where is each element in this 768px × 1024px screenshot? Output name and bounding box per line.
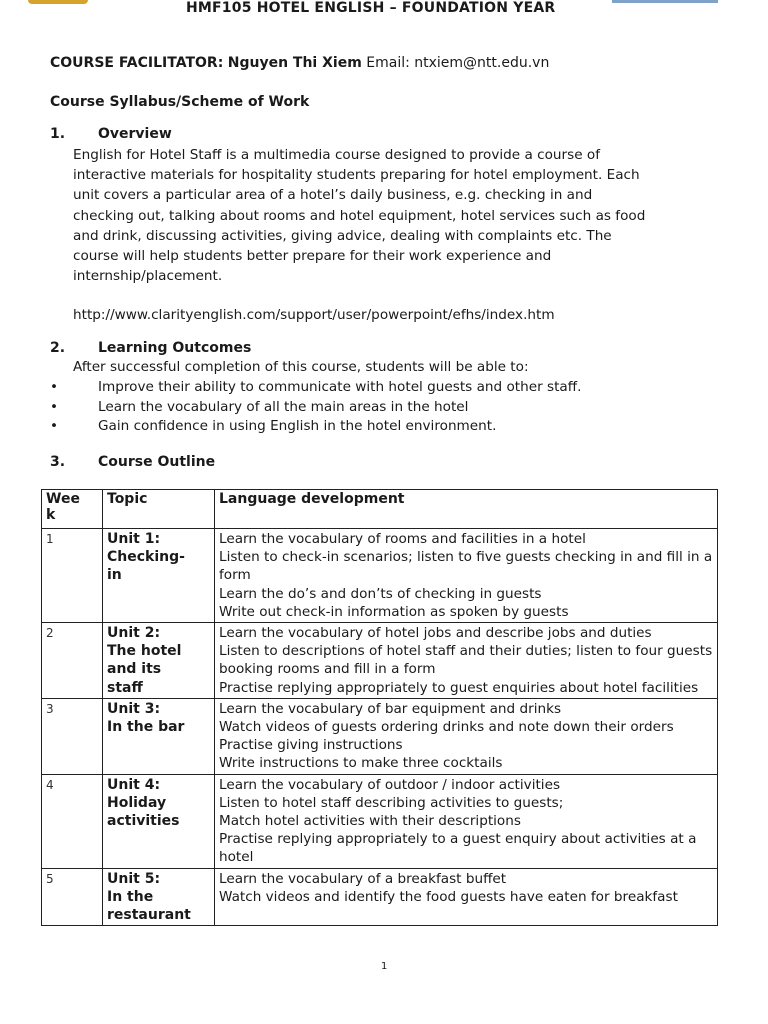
language-cell [215, 868, 718, 926]
outcome-text: Gain confidence in using English in the hotel environment. [98, 418, 497, 434]
overview-line: course will help students better prepare for their work experience and [73, 248, 552, 265]
language-item: Practise giving instructions [219, 737, 403, 754]
overview-line: and drink, discussing activities, giving advice, dealing with complaints etc. The [73, 227, 612, 244]
language-item: Learn the vocabulary of bar equipment and drinks [219, 700, 562, 717]
table-row [42, 529, 718, 623]
language-item: Learn the vocabulary of hotel jobs and describe jobs and duties [219, 625, 652, 642]
table-row [42, 868, 718, 926]
outcomes-intro: After successful completion of this course, students will be able to: [73, 359, 529, 375]
bullet-icon: • [50, 418, 59, 434]
bullet-icon: • [50, 379, 59, 395]
language-item: Practise replying appropriately to a guest enquiry about activities at a hotel [219, 831, 697, 866]
language-item: Write out check-in information as spoken by guests [219, 603, 569, 620]
list-item [50, 398, 581, 418]
institution-logo-left [28, 0, 88, 4]
language-item: Match hotel activities with their descriptions [219, 813, 521, 830]
language-item: Listen to descriptions of hotel staff and their duties; listen to four guests booking rooms and fill in a form [219, 643, 713, 678]
topic-cell: Unit 1: Checking- in [107, 531, 185, 584]
list-item [50, 378, 581, 398]
language-item: Practise replying appropriately to guest enquiries about hotel facilities [219, 679, 699, 696]
week-number: 5 [46, 871, 54, 886]
facilitator-line [50, 55, 549, 71]
week-number: 1 [46, 532, 54, 546]
page-number: 1 [381, 961, 388, 972]
outcome-text: Improve their ability to communicate with hotel guests and other staff. [98, 379, 582, 395]
language-item: Learn the do’s and don’ts of checking in guests [219, 585, 542, 602]
language-item: Watch videos of guests ordering drinks and note down their orders [219, 719, 674, 736]
overview-title: Overview [98, 126, 172, 142]
overview-line: interactive materials for hospitality students preparing for hotel employment. Each [73, 167, 640, 184]
language-item: Write instructions to make three cocktails [219, 755, 503, 772]
facilitator-email: Email: ntxiem@ntt.edu.vn [366, 55, 550, 71]
outline-heading [50, 454, 215, 470]
overview-paragraph [73, 145, 719, 286]
overview-line: checking out, talking about rooms and hotel equipment, hotel services such as food [73, 207, 646, 224]
week-number: 4 [46, 777, 54, 792]
outline-number: 3. [50, 454, 66, 470]
overview-number: 1. [50, 126, 66, 142]
topic-cell: Unit 5: In the restaurant [107, 870, 191, 924]
topic-cell: Unit 4: Holiday activities [107, 776, 180, 830]
overview-line: internship/placement. [73, 268, 223, 285]
table-row [42, 623, 718, 699]
overview-heading [50, 126, 172, 142]
outcomes-heading [50, 340, 251, 356]
header-topic: Topic [103, 490, 215, 529]
week-number: 3 [46, 701, 54, 716]
week-number: 2 [46, 626, 54, 641]
table-row [42, 698, 718, 774]
outcomes-list [50, 378, 581, 437]
facilitator-label: COURSE FACILITATOR: [50, 55, 224, 71]
language-item: Watch videos and identify the food guests have eaten for breakfast [219, 888, 678, 905]
outcome-text: Learn the vocabulary of all the main areas in the hotel [98, 398, 469, 415]
topic-cell: Unit 2: The hotel and its staff [107, 625, 182, 696]
language-item: Listen to hotel staff describing activities to guests; [219, 794, 564, 811]
language-item: Learn the vocabulary of rooms and facilities in a hotel [219, 531, 586, 547]
list-item [50, 417, 581, 437]
language-item: Listen to check-in scenarios; listen to five guests checking in and fill in a form [219, 549, 713, 584]
header-week: Wee k [42, 490, 103, 529]
language-cell [215, 698, 718, 774]
outcomes-title: Learning Outcomes [98, 340, 252, 356]
language-item: Learn the vocabulary of outdoor / indoor activities [219, 776, 561, 793]
syllabus-title: Course Syllabus/Scheme of Work [50, 94, 310, 110]
language-cell [215, 529, 718, 623]
header-language-development: Language development [215, 490, 718, 529]
table-row [42, 774, 718, 868]
course-outline-table [41, 489, 718, 926]
topic-cell: Unit 3: In the bar [107, 700, 185, 736]
page-header: HMF105 HOTEL ENGLISH – FOUNDATION YEAR [186, 0, 556, 16]
language-cell [215, 774, 718, 868]
course-link[interactable]: http://www.clarityenglish.com/support/user/powerpoint/efhs/index.htm [73, 307, 555, 323]
language-cell [215, 623, 718, 699]
table-header-row [42, 490, 718, 529]
facilitator-name: Nguyen Thi Xiem [227, 55, 362, 71]
overview-line: unit covers a particular area of a hotel’s daily business, e.g. checking in and [73, 187, 593, 204]
outline-title: Course Outline [98, 454, 216, 470]
institution-logo-right [612, 0, 718, 3]
outcomes-number: 2. [50, 340, 66, 356]
bullet-icon: • [50, 398, 59, 415]
language-item: Learn the vocabulary of a breakfast buffet [219, 870, 507, 887]
overview-line: English for Hotel Staff is a multimedia course designed to provide a course of [73, 147, 600, 163]
